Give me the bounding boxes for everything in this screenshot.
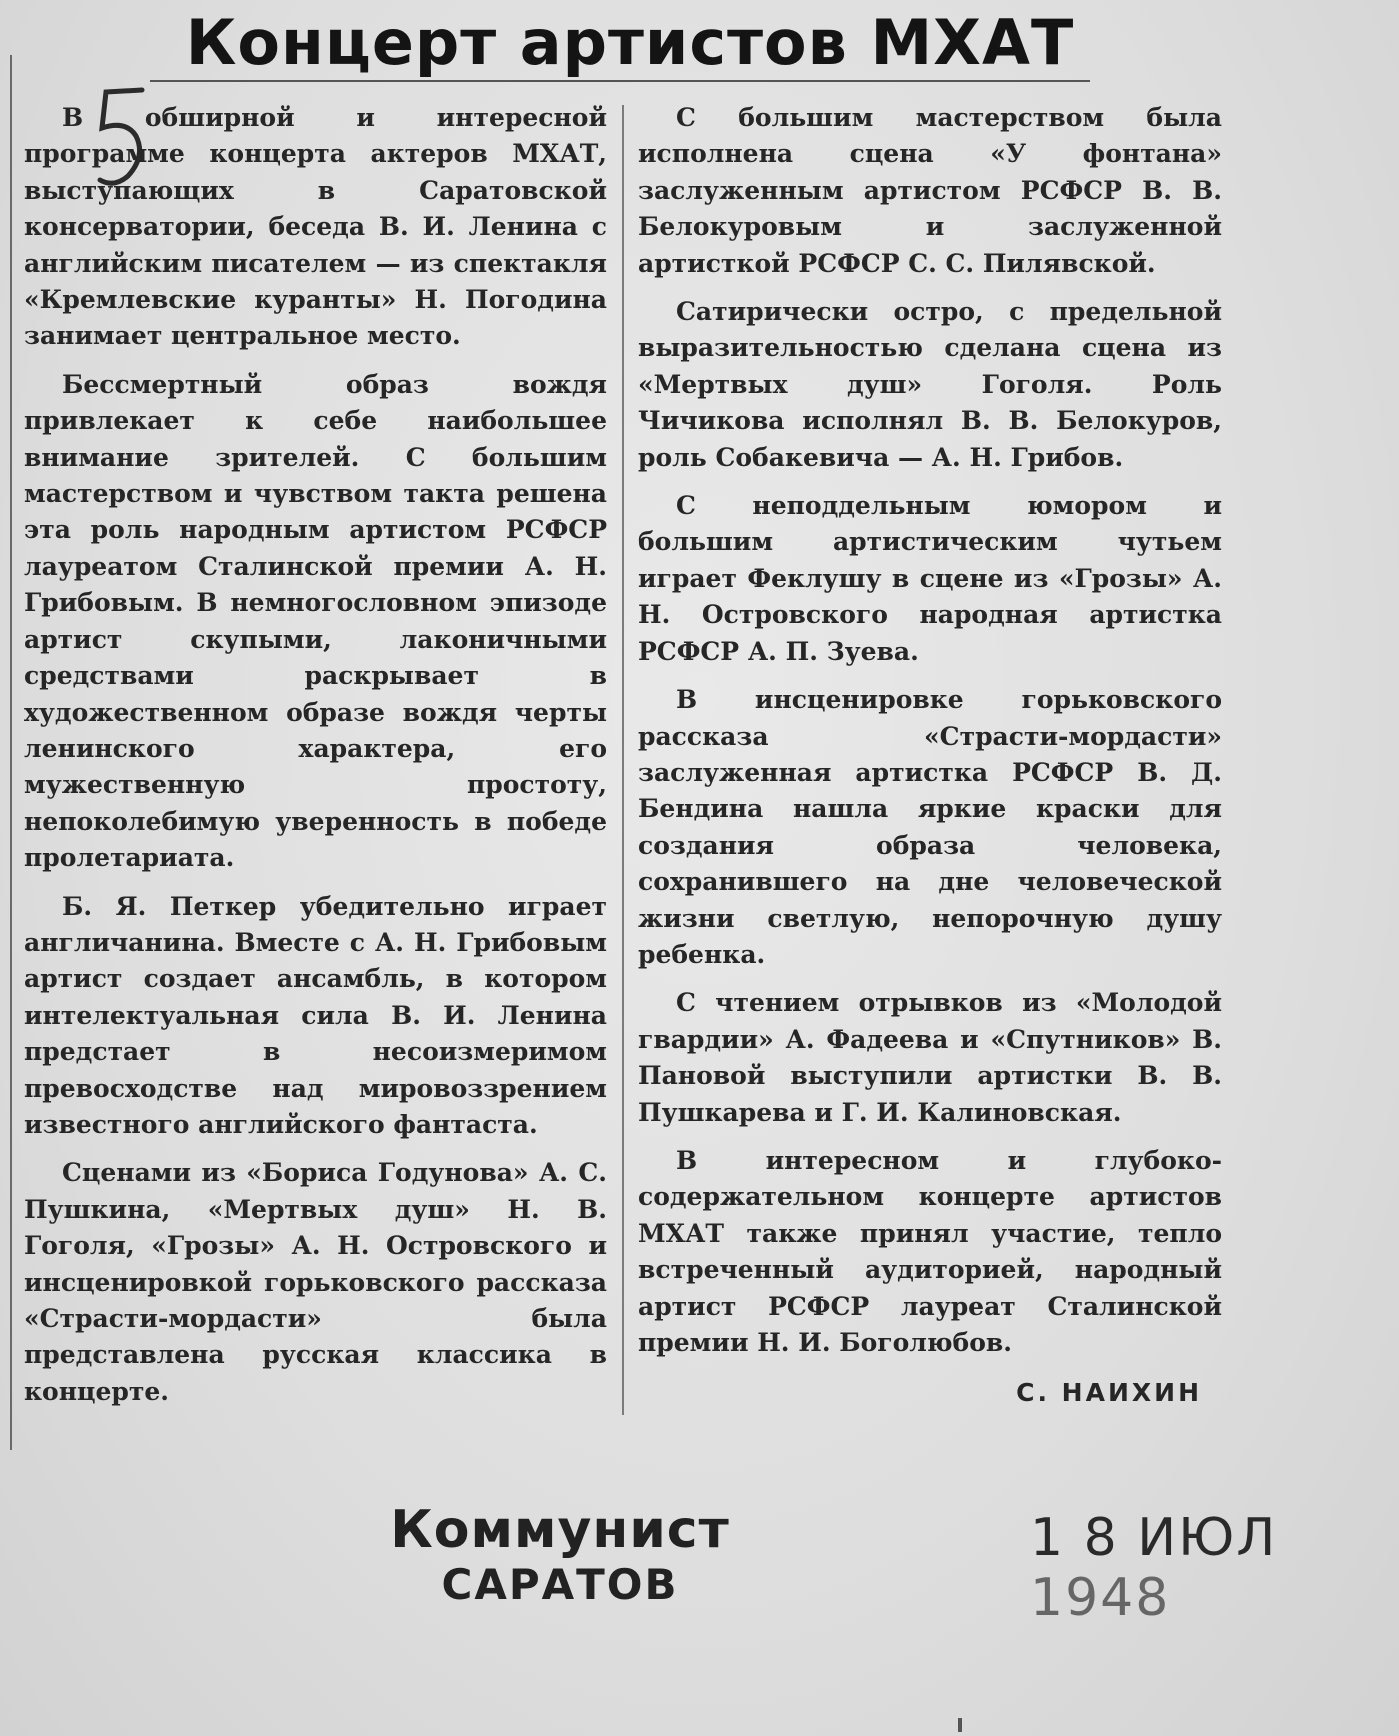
column-divider	[622, 105, 624, 1415]
paragraph: С большим мастерством была исполнена сцена «У фонтана» заслуженным артистом РСФСР В. В. Белокуровым и заслуженной артисткой РСФСР С. С. Пилявской.	[638, 103, 1222, 278]
edge-mark	[958, 1718, 962, 1732]
paragraph: С чтением отрывков из «Молодой гвардии» А. Фадеева и «Спутников» В. Пановой выступили артистки В. В. Пушкарева и Г. И. Калиновская.	[638, 988, 1222, 1127]
article-left-column	[24, 100, 607, 1422]
newspaper-stamp	[390, 1500, 730, 1610]
paragraph: С неподдельным юмором и большим артистическим чутьем играет Феклушу в сцене из «Грозы» А. Н. Островского народная артистка РСФСР А. П. Зуева.	[638, 491, 1222, 666]
article-right-column	[638, 100, 1222, 1412]
paragraph: В интересном и глубоко-содержательном концерте артистов МХАТ также принял участие, тепло встреченный аудиторией, народный артист РСФСР лауреат Сталинской премии Н. И. Боголюбов.	[638, 1145, 1222, 1357]
article-title: Концерт артистов МХАТ	[185, 6, 1075, 79]
paragraph: Б. Я. Петкер убедительно играет англичанина. Вместе с А. Н. Грибовым артист создает ансамбль, в котором интелектуальная сила В. И. Ленина предстает в несоизмеримом превосходстве над мировоззрением известного английского фантаста.	[24, 891, 607, 1139]
paragraph: Бессмертный образ вождя привлекает к себе наибольшее внимание зрителей. С большим мастерством и чувством такта решена эта роль народным артистом РСФСР лауреатом Сталинской премии А. Н. Грибовым. В немногословном эпизоде артист скупыми, лаконичными средствами раскрывает в художественном образе вождя черты ленинского характера, его мужественную простоту, непоколебимую уверенность в победе пролетариата.	[24, 369, 607, 873]
date-year: 1948	[1030, 1568, 1171, 1628]
paragraph: В обширной и интересной программе концерта актеров МХАТ, выступающих в Саратовской консерватории, беседа В. И. Ленина с английским писателем — из спектакля «Кремлевские куранты» Н. Погодина занимает центральное место.	[24, 103, 607, 351]
date-day-month: 1 8 ИЮЛ	[1030, 1508, 1278, 1568]
author-signature: С. НАИХИН	[1016, 1378, 1202, 1408]
paragraph: В инсценировке горьковского рассказа «Страсти-мордасти» заслуженная артистка РСФСР В. Д. Бендина нашла яркие краски для создания образа человека, сохранившего на дне человеческой жизни светлую, непорочную душу ребенка.	[638, 685, 1222, 969]
title-underline	[150, 80, 1090, 82]
date-stamp	[1030, 1508, 1399, 1628]
newspaper-city: САРАТОВ	[441, 1560, 679, 1609]
newspaper-name: Коммунист	[390, 1500, 730, 1560]
paragraph: Сатирически остро, с предельной выразительностью сделана сцена из «Мертвых душ» Гоголя. Роль Чичикова исполнял В. В. Белокуров, роль Собакевича — А. Н. Грибов.	[638, 297, 1222, 472]
paragraph: Сценами из «Бориса Годунова» А. С. Пушкина, «Мертвых душ» Н. В. Гоголя, «Грозы» А. Н. Островского и инсценировкой горьковского рассказа «Страсти-мордасти» была представлена русская классика в концерте.	[24, 1158, 607, 1406]
